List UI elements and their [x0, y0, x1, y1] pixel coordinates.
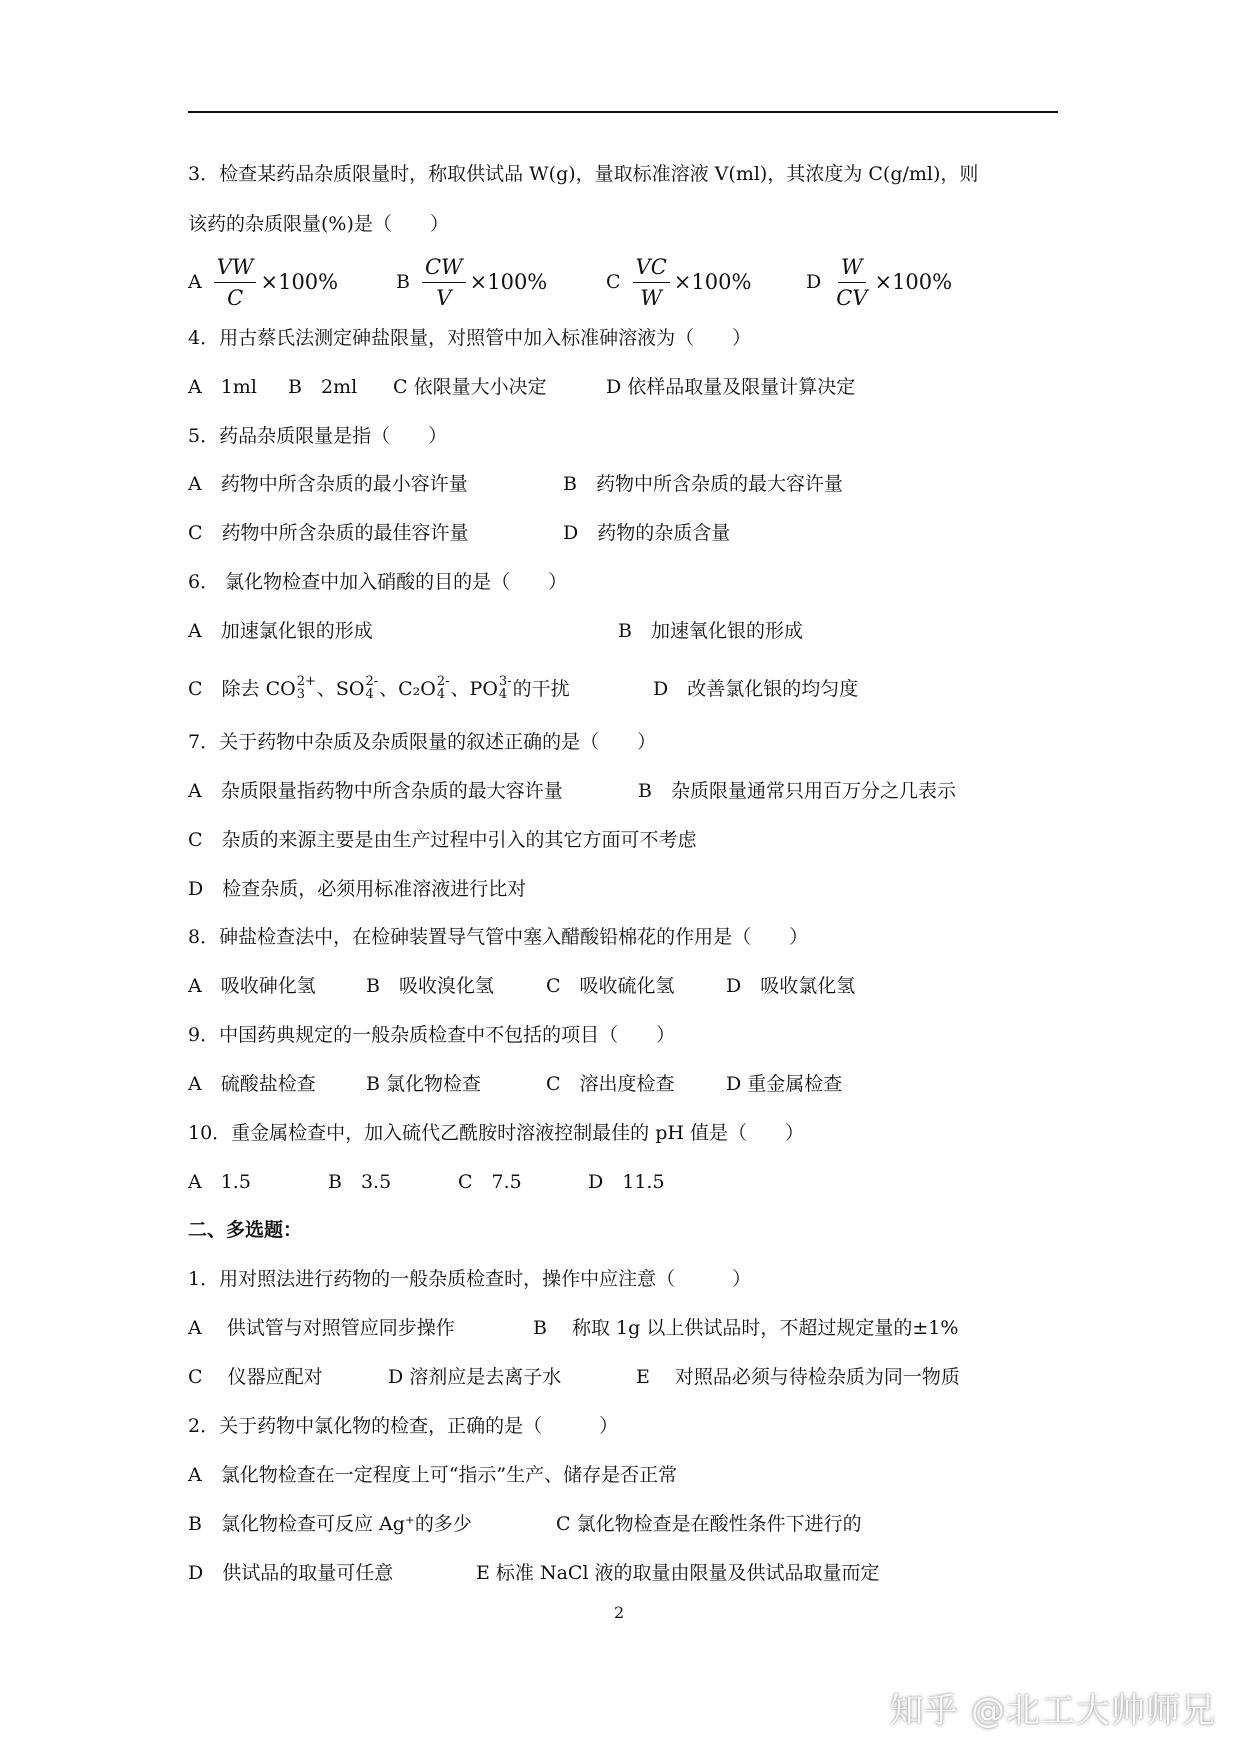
q6-sep-2: 、C₂O	[379, 678, 436, 700]
q10-option-d: D 11.5	[588, 1171, 665, 1193]
fraction	[633, 254, 670, 311]
q6-option-d: D 改善氯化银的均匀度	[653, 678, 859, 700]
so4-subscript: 4	[365, 687, 374, 702]
q9-option-a: A 硫酸盐检查	[188, 1073, 316, 1095]
q7-option-b: B 杂质限量通常只用百万分之几表示	[638, 780, 956, 802]
option-letter: C	[606, 271, 621, 293]
q5-option-d: D 药物的杂质含量	[563, 522, 731, 544]
fraction-suffix: ×100%	[260, 270, 339, 294]
option-letter: D	[806, 271, 822, 293]
m1-option-e: E 对照品必须与待检杂质为同一物质	[636, 1366, 960, 1388]
q3-options	[188, 248, 1058, 316]
q6-option-b: B 加速氧化银的形成	[618, 620, 803, 642]
q4-option-b: B 2ml	[288, 376, 358, 398]
fraction-suffix: ×100%	[469, 270, 548, 294]
m2-stem: 2．关于药物中氯化物的检查，正确的是（ ）	[188, 1415, 619, 1437]
c2o4-subscript: 4	[436, 687, 446, 702]
q5-stem: 5．药品杂质限量是指（ ）	[188, 425, 448, 447]
q4-option-a: A 1ml	[188, 376, 257, 398]
q3-stem-line1: 3．检查某药品杂质限量时，称取供试品 W(g)，量取标准溶液 V(ml)，其浓度为 C(g/ml)，则	[188, 163, 979, 185]
option-letter: A	[188, 271, 202, 293]
q7-option-c: C 杂质的来源主要是由生产过程中引入的其它方面可不考虑	[188, 829, 697, 851]
q9-option-b: B 氯化物检查	[366, 1073, 482, 1095]
q4-option-d: D 依样品取量及限量计算决定	[606, 376, 856, 398]
fraction-denominator: C	[227, 285, 244, 310]
q6-stem: 6． 氯化物检查中加入硝酸的目的是（ ）	[188, 571, 568, 593]
po4-subscript: 4	[498, 687, 508, 702]
q3-option-a	[188, 248, 338, 316]
fraction-numerator: CW	[422, 254, 466, 283]
po4-charge	[499, 675, 512, 701]
m2-option-e: E 标准 NaCl 液的取量由限量及供试品取量而定	[476, 1562, 880, 1584]
q8-option-d: D 吸收氯化氢	[726, 975, 856, 997]
c2o4-superscript: 2-	[436, 674, 450, 689]
m2-option-d: D 供试品的取量可任意	[188, 1562, 394, 1584]
q6-option-c-prefix: C 除去 CO	[188, 678, 296, 700]
m2-option-b: B 氯化物检查可反应 Ag⁺的多少	[188, 1513, 472, 1535]
q3-stem-line2: 该药的杂质限量(%)是（ ）	[188, 213, 449, 235]
q7-option-a: A 杂质限量指药物中所含杂质的最大容许量	[188, 780, 563, 802]
co3-subscript: 3	[296, 687, 305, 702]
q5-option-a: A 药物中所含杂质的最小容许量	[188, 473, 468, 495]
q5-option-c: C 药物中所含杂质的最佳容许量	[188, 522, 469, 544]
m1-option-a: A 供试管与对照管应同步操作	[188, 1317, 455, 1339]
fraction-suffix: ×100%	[673, 270, 752, 294]
fraction-numerator: VC	[633, 254, 670, 283]
so4-charge	[365, 675, 378, 701]
q6-sep-1: 、SO	[316, 678, 365, 700]
q9-option-c: C 溶出度检查	[546, 1073, 675, 1095]
q7-stem: 7．关于药物中杂质及杂质限量的叙述正确的是（ ）	[188, 731, 657, 753]
c2o4-charge	[437, 675, 450, 701]
q10-option-a: A 1.5	[188, 1171, 251, 1193]
m1-option-c: C 仪器应配对	[188, 1366, 323, 1388]
fraction	[422, 254, 466, 311]
q8-option-c: C 吸收硫化氢	[546, 975, 675, 997]
q8-option-a: A 吸收砷化氢	[188, 975, 316, 997]
q3-option-b	[396, 248, 547, 316]
po4-superscript: 3-	[498, 674, 512, 689]
q4-option-c: C 依限量大小决定	[393, 376, 547, 398]
q9-stem: 9．中国药典规定的一般杂质检查中不包括的项目（ ）	[188, 1024, 676, 1046]
q9-option-d: D 重金属检查	[726, 1073, 843, 1095]
q10-stem: 10．重金属检查中，加入硫代乙酰胺时溶液控制最佳的 pH 值是（ ）	[188, 1122, 804, 1144]
fraction-denominator: V	[436, 285, 452, 310]
co3-charge	[297, 675, 316, 701]
m1-stem: 1．用对照法进行药物的一般杂质检查时，操作中应注意（ ）	[188, 1268, 752, 1290]
m1-option-d: D 溶剂应是去离子水	[388, 1366, 562, 1388]
q3-option-d	[806, 248, 952, 316]
q10-option-b: B 3.5	[328, 1171, 392, 1193]
fraction-suffix: ×100%	[874, 270, 953, 294]
co3-superscript: 2+	[296, 674, 316, 689]
m2-option-c: C 氯化物检查是在酸性条件下进行的	[556, 1513, 862, 1535]
fraction-denominator: CV	[836, 285, 868, 310]
q3-option-c	[606, 248, 751, 316]
q10-option-c: C 7.5	[458, 1171, 522, 1193]
section-heading: 二、多选题：	[188, 1219, 303, 1241]
fraction-numerator: W	[838, 254, 866, 283]
watermark: 知乎 @北工大帅师兄	[889, 1691, 1216, 1731]
q6-option-c-suffix: 的干扰	[512, 678, 570, 700]
q5-option-b: B 药物中所含杂质的最大容许量	[563, 473, 843, 495]
fraction	[214, 254, 257, 311]
option-letter: B	[396, 271, 410, 293]
m2-option-a: A 氯化物检查在一定程度上可“指示”生产、储存是否正常	[188, 1464, 678, 1486]
fraction	[833, 254, 870, 311]
so4-superscript: 2-	[365, 674, 379, 689]
q6-option-a: A 加速氯化银的形成	[188, 620, 373, 642]
q6-sep-3: 、PO	[450, 678, 498, 700]
m1-option-b: B 称取 1g 以上供试品时，不超过规定量的±1%	[533, 1317, 959, 1339]
q7-option-d: D 检查杂质，必须用标准溶液进行比对	[188, 878, 527, 900]
header-rule	[188, 111, 1058, 113]
q4-stem: 4．用古蔡氏法测定砷盐限量，对照管中加入标准砷溶液为（ ）	[188, 327, 752, 349]
fraction-numerator: VW	[214, 254, 257, 283]
q6-option-c	[188, 675, 570, 703]
q8-stem: 8．砷盐检查法中，在检砷装置导气管中塞入醋酸铅棉花的作用是（ ）	[188, 926, 809, 948]
fraction-denominator: W	[640, 285, 662, 310]
page-number: 2	[614, 1603, 625, 1622]
q8-option-b: B 吸收溴化氢	[366, 975, 494, 997]
